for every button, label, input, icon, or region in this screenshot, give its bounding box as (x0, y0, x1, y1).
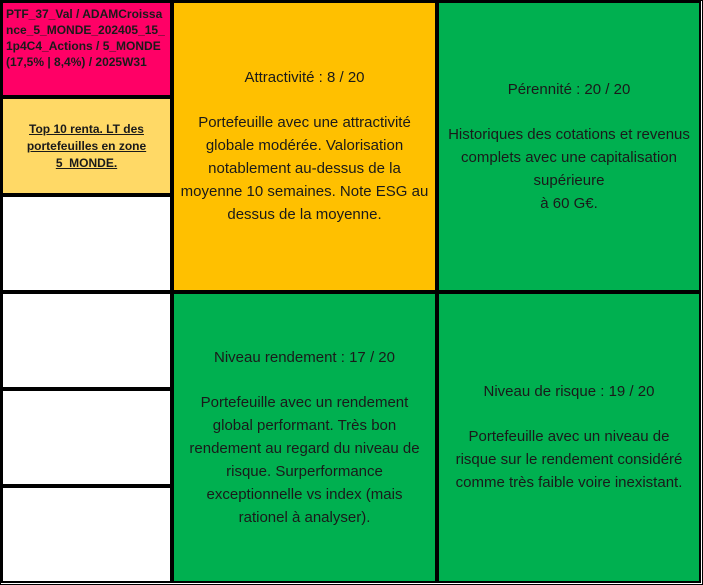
rendement-description: Portefeuille avec un rendement global performant. Très bon rendement au regard du niveau de risque. Surperformance exceptionnelle vs index (mais rationel à analyser). (189, 393, 420, 526)
risque-card (437, 292, 701, 583)
attractivite-title: Attractivité : 8 / 20 (244, 69, 365, 86)
perennite-description: Historiques des cotations et revenus complets avec une capitalisation supérieure à 60 G€. (448, 125, 690, 212)
top-ranking-label: Top 10 renta. LT des portefeuilles en zone 5_MONDE. (26, 121, 147, 170)
empty-cell-1 (1, 195, 172, 292)
empty-cell-2 (1, 292, 172, 389)
empty-cell-4 (1, 486, 172, 583)
portfolio-id-text: PTF_37_Val / ADAMCroissance_5_MONDE_202405_15_1p4C4_Actions / 5_MONDE (17,5% | 8,4%) / 2025W31 (6, 7, 165, 69)
perennite-title: Pérennité : 20 / 20 (507, 80, 631, 98)
risque-description: Portefeuille avec un niveau de risque sur le rendement considéré comme très faible voire inexistant. (455, 428, 683, 491)
empty-cell-3 (1, 389, 172, 486)
attractivite-description: Portefeuille avec une attractivité globale modérée. Valorisation notablement au-dessus de la moyenne 10 semaines. Note ESG au dessus de la moyenne. (180, 114, 429, 223)
rendement-title: Niveau rendement : 17 / 20 (214, 348, 395, 366)
attractivite-card (172, 1, 437, 292)
risque-title: Niveau de risque : 19 / 20 (483, 383, 655, 400)
perennite-card (437, 1, 701, 292)
top-ranking-cell (1, 97, 172, 195)
rendement-card (172, 292, 437, 583)
portfolio-id-cell (1, 1, 172, 97)
